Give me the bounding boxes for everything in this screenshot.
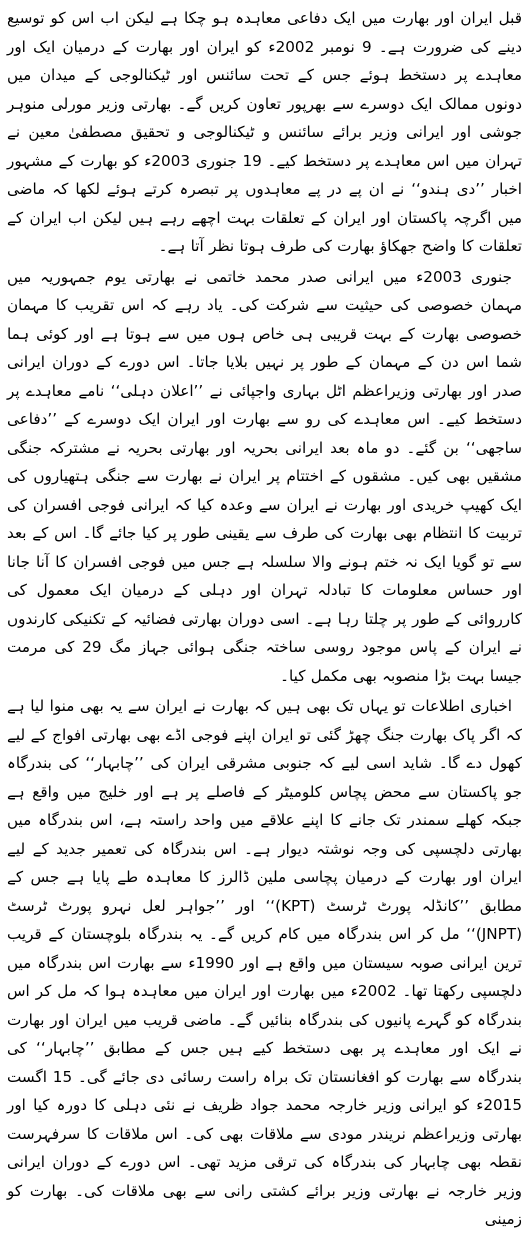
article-paragraph-1: قبل ایران اور بھارت میں ایک دفاعی معاہدہ ہو چکا ہے لیکن اب اس کو توسیع دینے کی ضرورت ہے۔ 9 نومبر 2002ء کو ایران اور بھارت کے درمیان ایک اور معاہدے پر دستخط ہوئے جس کے تحت سائنس اور ٹیکنالوجی کے میدان میں دونوں ممالک ایک دوسرے سے بھرپور تعاون کریں گے۔ بھارتی وزیر مورلی منوہر جوشی اور ایرانی وزیر برائے سائنس و ٹیکنالوجی و تحقیق مصطفیٰ معین نے تہران میں اس معاہدے پر دستخط کیے۔ 19 جنوری 2003ء کو بھارت کے مشہور اخبار ’’دی ہندو‘‘ نے ان پے در پے معاہدوں پر تبصرہ کرتے ہوئے لکھا کہ ماضی میں اگرچہ پاکستان اور ایران کے تعلقات بہت اچھے رہے ہیں لیکن اب ایران کے تعلقات کا واضح جھکاؤ بھارت کی طرف ہوتا نظر آتا ہے۔ <box>7 9 522 255</box>
article-paragraph-2: جنوری 2003ء میں ایرانی صدر محمد خاتمی نے بھارتی یوم جمہوریہ میں مہمان خصوصی کی حیثیت سے شرکت کی۔ یاد رہے کہ اس تقریب کا مہمان خصوصی بھارت کے بہت قریبی ہی خاص ہوں میں سے ہوتا ہے اور کوئی ہما شما اس دن کے مہمان کے طور پر نہیں بلایا جاتا۔ اس دورے کے دوران ایرانی صدر اور بھارتی وزیراعظم اٹل بہاری واجپائی نے ’’اعلان دہلی‘‘ نامے معاہدے پر دستخط کیے۔ اس معاہدے کی رو سے بھارت اور ایران ایک دوسرے کے ’’دفاعی ساجھی‘‘ بن گئے۔ دو ماہ بعد ایرانی بحریہ اور بھارتی بحریہ نے مشترکہ جنگی مشقیں بھی کیں۔ مشقوں کے اختتام پر ایران نے بھارت سے جنگی ہتھیاروں کی ایک کھیپ خریدی اور بھارت نے ایران سے وعدہ کیا کہ ایرانی فوجی افسران کی تربیت کا انتظام بھی بھارت کی طرف سے یقینی طور پر کیا جائے گا۔ اس کے بعد سے تو گویا ایک نہ ختم ہونے والا سلسلہ ہے جس میں فوجی افسران کا آنا جانا اور حساس معلومات کا تبادلہ تہران اور دہلی کے درمیان ایک معمول کی کارروائی کے طور پر چلتا رہا ہے۔ اسی دوران بھارتی فضائیہ کے تکنیکی کارندوں نے ایران کے پاس موجود روسی ساختہ جنگی ہوائی جہاز مگ 29 کی مرمت جیسا بہت بڑا منصوبہ بھی مکمل کیا۔ <box>7 267 522 685</box>
article-paragraph-3: اخباری اطلاعات تو یہاں تک بھی ہیں کہ بھارت نے ایران سے یہ بھی منوا لیا ہے کہ اگر پاک بھارت جنگ چھڑ گئی تو ایران اپنے فوجی اڈے بھی بھارتی افواج کے لیے کھول دے گا۔ شاید اسی لیے کہ جنوبی مشرقی ایران کی ’’چابہار‘‘ کی بندرگاہ جو پاکستان سے محض پچاس کلومیٹر کے فاصلے پر ہے اور خلیج میں واقع ہے جبکہ کھلے سمندر تک جانے کا اپنے علاقے میں واحد راستہ ہے، اس بندرگاہ میں بھارتی دلچسپی کی وجہ نوشتہ دیوار ہے۔ اس بندرگاہ کی تعمیر جدید کے لیے ایران اور بھارت کے درمیان پچاسی ملین ڈالرز کا معاہدہ طے پایا ہے جس کے مطابق ’’کانڈلہ پورٹ ٹرسٹ (KPT)‘‘ اور ’’جواہر لعل نہرو پورٹ ٹرسٹ (JNPT)‘‘ مل کر اس بندرگاہ میں کام کریں گے۔ یہ بندرگاہ بلوچستان کے قریب ترین ایرانی صوبہ سیستان میں واقع ہے اور 1990ء سے بھارت اس بندرگاہ میں دلچسپی رکھتا تھا۔ 2002ء میں بھارت اور ایران میں معاہدہ ہوا کہ مل کر اس بندرگاہ کو گہرے پانیوں کی بندرگاہ بنائیں گے۔ ماضی قریب میں ایران اور بھارت نے ایک اور معاہدے پر بھی دستخط کیے ہیں جس کے مطابق ’’چابہار‘‘ کی بندرگاہ سے بھارت کو افغانستان تک براہ راست رسائی دی جائے گی۔ 15 اگست 2015ء کو ایرانی وزیر خارجہ محمد جواد ظریف نے نئی دہلی کا دورہ کیا اور بھارتی وزیراعظم نریندر مودی سے ملاقات بھی کی۔ اس ملاقات کا سرفہرست نقطہ بھی چابہار کی بندرگاہ کی ترقی مزید تھی۔ اس دورے کے دوران ایرانی وزیر خارجہ نے بھارتی وزیر برائے کشتی رانی سے بھی ملاقات کی۔ بھارت کو زمینی <box>7 697 523 1228</box>
